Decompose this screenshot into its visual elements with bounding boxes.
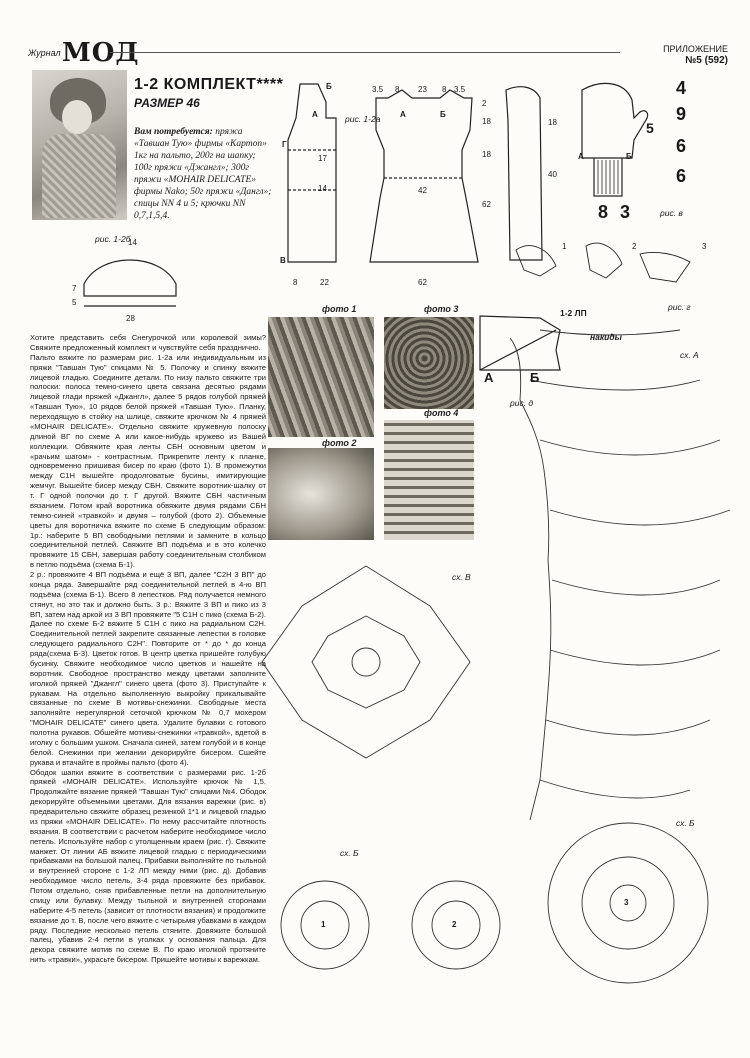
coat-letter-a: А (312, 110, 318, 119)
coat-dim-top-5: 3.5 (454, 85, 466, 94)
mitten-bottom-dim-2: 3 (620, 202, 631, 222)
coat-dim-bottom-3: 62 (418, 278, 427, 287)
figure-1a-label: рис. 1-2а (345, 114, 381, 124)
mitten-dim-3: 6 (676, 136, 687, 156)
detail-photo-3 (384, 317, 474, 409)
hat-dim-top: 14 (128, 238, 137, 247)
mitten-dim-2: 9 (676, 104, 687, 124)
coat-back-outline (370, 90, 478, 262)
collar-diagram (480, 316, 560, 370)
coat-paragraph: Пальто вяжите по размерам рис. 1-2а или индивидуальным из пряжи "Тавшан Тую" спицами № 5. Полочку и спинку вяжите лицевой гладью. Соедините детали. По низу пальто свяжите три полоски: полоса темно-синего цвета связана десятью рядами лицевой глади пряжей «Джангл», далее 5 рядов голубой пряжей «Тавшан Тую», 10 рядов белой пряжей «Тавшан Тую». Планку, переходящую в стойку на шлице, свяжите крючком № 4 пряжей «MOHAIR DELICATE». Отдельно свяжите кружевную полоску длиной ВГ по схеме А или какое-нибудь кружево из Вашей коллекции. Обвяжите края ленты СБН основным цветом и «рачьим шагом» - контрастным. Прикрепите ленту к планке, одновременно пришивая бисер по краю (фото 1). В промежутки между С1Н вышейте продолговатые бусины, имитирующие жемчуг. Вышейте бисер между СБН. Свяжите воротник-шалку от т. Г одной полочки до т. Г другой. Вяжите СБН частичным вязанием. Потом край воротника обвяжите двумя рядами СБН темно-синей «травкой» и двумя – голубой (фото 2). Объемные цветы для воротничка вяжите по схеме Б следующим образом: 1р.: наберите 5 ВП свободными петлями и замкните в кольцо соединительной петлей. Свяжите ВП подъёма и в это колечко провяжите 15 СБН, завершая работу соединительным столбиком в петлю подъёма (схема Б-1). (30, 352, 266, 570)
mitten-dim-4: 6 (676, 166, 687, 186)
sleeve-dim-2: 40 (548, 170, 557, 179)
photo-2-label: фото 2 (322, 438, 357, 448)
coat-dim-top-3: 23 (418, 85, 427, 94)
magazine-small-title: Журнал (28, 48, 61, 58)
figure-d-label: рис. д (510, 398, 534, 408)
figure-v-label: рис. в (660, 208, 683, 218)
coat-dim-right-2: 18 (482, 117, 491, 126)
coat-dim-hem: 42 (418, 186, 427, 195)
motif-number-2: 2 (452, 920, 457, 929)
detail-photo-4 (384, 420, 474, 540)
detail-photo-1 (268, 317, 374, 437)
flower-paragraph: 2 р.: провяжите 4 ВП подъёма и ещё 3 ВП, далее "С2Н 3 ВП" до конца ряда. Завершайте ряд соединительной петлей в 4-ю ВП подъёма (схема Б-1). Всего 8 лепестков. Ряд получается немного стянут, но это так и должно быть. 3 р.: Вяжите 3 ВП и пико из 3 ВП, затем над аркой из 3 ВП провяжите "5 С1Н с пико (схема Б-2). Далее по схеме Б-2 вяжите 5 С1Н с пико на радиальном С2Н. Соединительной петлей закрепите связанные лепестки в головке следующего радиального С2Н". Повторите от * до * до конца ряда(схема Б-3). Цветок готов. В центр цветка пришейте голубую бусинку. Свяжите необходимое число цветков и нашейте на воротник. Свободное пространство между цветами заполните иголкой пряжей "Джангл" синего цвета (фото 3). Приступайте к рукавам. На отдельно выполненную выкройку прикалывайте связанные по схеме В мотивы-снежинки. Свободные места заполняйте нерегулярной сеточкой крючком № 0,7 мохером "MOHAIR DELICATE" синего цвета. Удалите булавки с готового полотна рукавов. Обшейте мотивы-снежинки «травкой», вдетой в иголку с большим ушком. Сначала синей, затем голубой и в конце белой. Снежинки при желании декорируйте бисером. Сшейте рукава и втачайте в проймы пальто (фото 4). (30, 570, 266, 767)
instructions-text (30, 333, 266, 965)
coat-dim-right-4: 62 (482, 200, 491, 209)
hat-dim-bottom: 28 (126, 314, 135, 323)
mitten-letter-a: А (578, 152, 584, 161)
coat-dim-left-2: 14 (318, 184, 327, 193)
mitten-bottom-dim-1: 8 (598, 202, 609, 222)
scheme-a-label: сх. А (680, 350, 699, 360)
mitten-cuff-ribbing (598, 160, 618, 194)
coat-dim-top-2: 8 (395, 85, 400, 94)
photo-4-label: фото 4 (424, 408, 459, 418)
coat-dim-right-1: 2 (482, 99, 487, 108)
coat-dim-top-1: 3.5 (372, 85, 384, 94)
nakidy-label: накиды (590, 332, 622, 342)
collar-letter-a: А (484, 370, 494, 385)
motif-number-3: 3 (624, 898, 629, 907)
motif-number-1: 1 (321, 920, 326, 929)
scheme-v-label: сх. В (452, 572, 471, 582)
photo-3-label: фото 3 (424, 304, 459, 314)
coat-dim-right-3: 18 (482, 150, 491, 159)
coat-dim-bottom-2: 22 (320, 278, 329, 287)
mitten-thumb-dim: 5 (646, 120, 654, 136)
coat-dim-left-1: 17 (318, 154, 327, 163)
mitten-letter-b: Б (626, 152, 632, 161)
issue-number: №5 (592) (685, 55, 728, 66)
figure-g-label: рис. г (668, 302, 691, 312)
scheme-b-flowers (281, 823, 708, 983)
project-size: РАЗМЕР 46 (134, 96, 200, 110)
grip-steps (516, 243, 690, 282)
materials-text: пряжа «Тавшан Тую» фирмы «Картоп» 1кг на пальто, 200г на шапку; 100г пряжи «Джангл»; 300г пряжи «MOHAIR DELICATE» фирмы Nako; 50г пряжи «Дангл»; спицы NN 4 и 5; крючки NN 0,7,1,5,4. (134, 127, 272, 221)
hat-dim-left-2: 5 (72, 298, 77, 307)
intro-paragraph: Хотите представить себя Снегурочкой или королевой зимы? Свяжите предложенный комплект и чувствуйте себя празднично. (30, 333, 266, 352)
project-title: 1-2 КОМПЛЕКТ**** (134, 76, 284, 93)
mitten-outline (582, 83, 648, 196)
magazine-logo: МОД (62, 38, 140, 68)
coat-letter-v: В (280, 256, 286, 265)
hat-band-outline (84, 260, 176, 296)
collar-letter-b: Б (530, 370, 540, 385)
coat-letter-g: Г (282, 140, 287, 149)
coat-dim-bottom-1: 8 (293, 278, 298, 287)
mitten-dim-1: 4 (676, 78, 687, 98)
coat-dim-top-4: 8 (442, 85, 447, 94)
photo-1-label: фото 1 (322, 304, 357, 314)
supplement-label: ПРИЛОЖЕНИЕ (663, 44, 728, 54)
hat-mitten-paragraph: Ободок шапки вяжите в соответствии с размерами рис. 1-2б пряжей «MOHAIR DELICATE». Используйте крючок № 1,5. Продолжайте вязание пряжей "Тавшан Тую" спицами №4. Ободок декорируйте объемными цветами. Для вязания варежки (рис. в) предварительно свяжите образец резинкой 1*1 и лицевой гладью из пряжи «MOHAIR DELICATE». По нему рассчитайте плотность вязания. В соответствии с расчетом наберите необходимое число петель. Используйте набор с утолщенным краем (рис. г). Свяжите манжет. От линии АБ вяжите лицевой гладью с периодическими прибавками на большой палец. Прибавки выполняйте по тыльной и внутренней стороне с 1-2 ЛП между ними (рис. д). Добавив необходимое число петель, 3-4 ряда провяжите без прибавок. Потом отдельно, сняв прибавленные петли на дополнительную спицу или булавку. Между тыльной и внутренней сторонами наберите 4-5 петель (зависит от плотности вязания) и продолжите вязание до т. В, после чего вяжите с четырьмя убавками в каждом ряду. Последние несколько петель стяните. Довяжите большой палец, убавив 2-4 петли в уголках у основания пальца. Для декора свяжите мотив по схеме В. По краю иголкой протяните нить «травки», украсьте бисером. Пришейте мотивы к варежкам. (30, 767, 266, 965)
materials-lead: Вам потребуется: (134, 127, 213, 137)
sleeve-dim-1: 18 (548, 118, 557, 127)
collar-diagonal (480, 330, 556, 370)
scheme-v-snowflake (262, 566, 470, 758)
coat-back-letter-b: Б (440, 110, 446, 119)
coat-letter-b: Б (326, 82, 332, 91)
hat-dim-left-1: 7 (72, 284, 77, 293)
lp-label: 1-2 ЛП (560, 308, 587, 318)
figure-1b-label: рис. 1-2б (95, 234, 131, 244)
grip-step-2: 2 (632, 242, 637, 251)
scheme-b2-label: сх. Б (676, 818, 695, 828)
detail-photo-2 (268, 448, 374, 540)
grip-step-3: 3 (702, 242, 707, 251)
scheme-a-lace-strip (510, 330, 730, 820)
coat-back-letter-a: А (400, 110, 406, 119)
grip-step-1: 1 (562, 242, 567, 251)
scheme-b-label: сх. Б (340, 848, 359, 858)
sleeve-outline (506, 87, 542, 260)
